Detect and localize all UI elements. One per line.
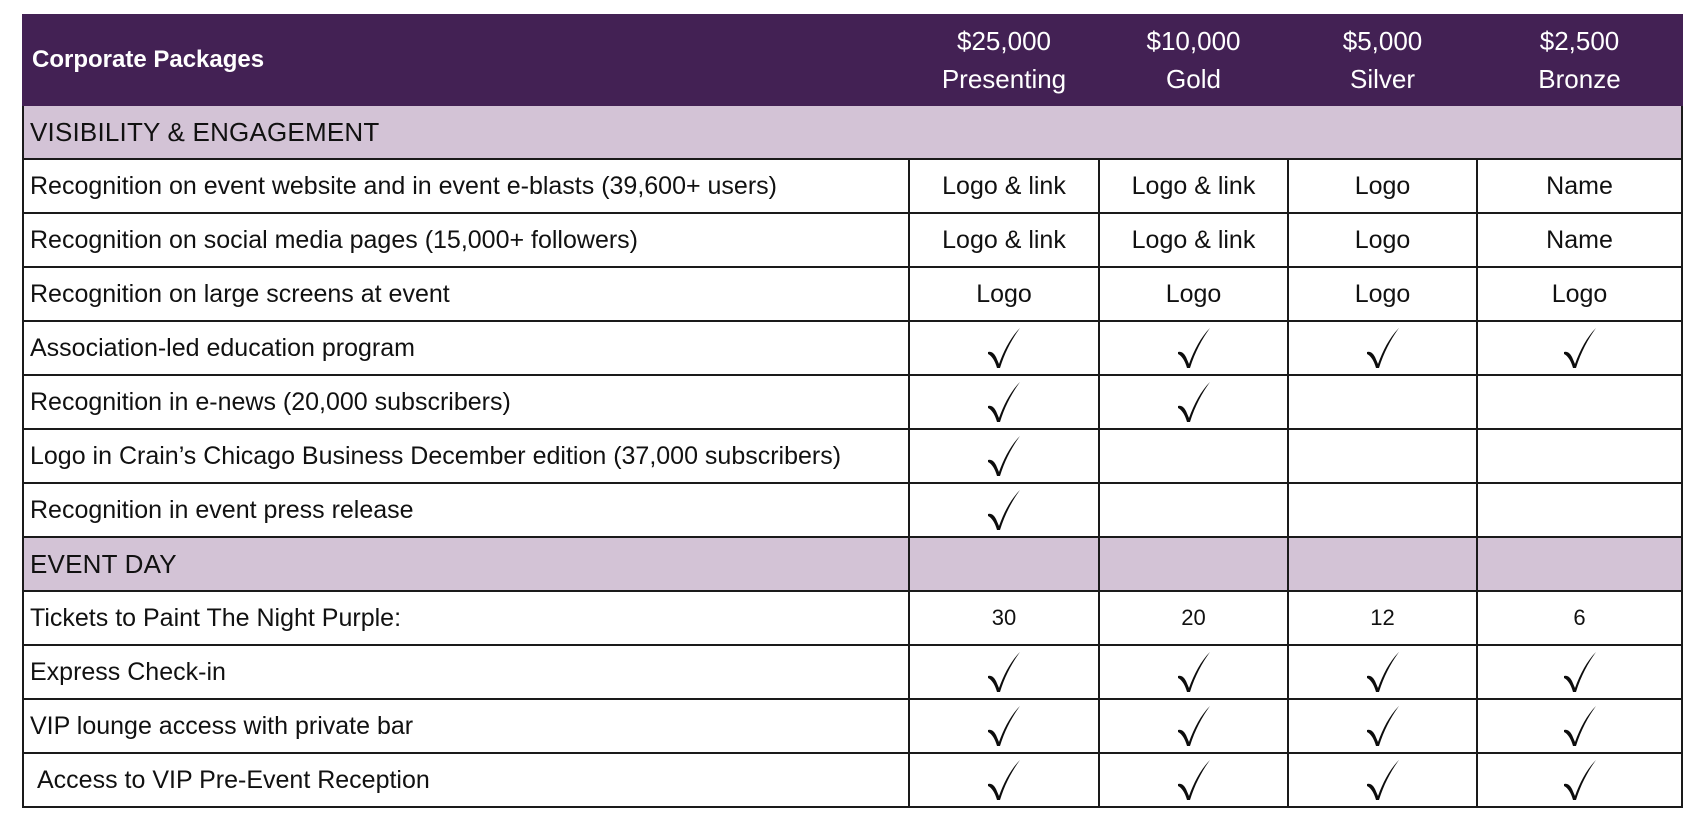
tier-name: Bronze xyxy=(1538,64,1621,94)
check-mark-icon xyxy=(1176,704,1212,748)
check-mark-icon xyxy=(986,434,1022,478)
ticket-count: 30 xyxy=(909,591,1099,645)
tier-value: Name xyxy=(1477,159,1682,213)
check-mark-icon xyxy=(1562,326,1598,370)
table-row xyxy=(23,213,1682,267)
section-label: VISIBILITY & ENGAGEMENT xyxy=(23,105,1682,159)
feature-label: Recognition on large screens at event xyxy=(23,267,909,321)
tier-check-cell xyxy=(1288,753,1477,807)
table-row xyxy=(23,483,1682,537)
feature-label: Access to VIP Pre-Event Reception xyxy=(23,753,909,807)
table-row xyxy=(23,375,1682,429)
check-mark-icon xyxy=(1176,758,1212,802)
tier-check-cell xyxy=(1099,429,1288,483)
tier-check-cell xyxy=(1477,321,1682,375)
tier-value: Logo & link xyxy=(1099,213,1288,267)
section-cell xyxy=(1477,537,1682,591)
tier-check-cell xyxy=(1288,645,1477,699)
tier-check-cell xyxy=(909,753,1099,807)
tier-check-cell xyxy=(1099,321,1288,375)
check-mark-icon xyxy=(986,704,1022,748)
tier-name: Silver xyxy=(1349,64,1415,94)
table-row xyxy=(23,753,1682,807)
check-mark-icon xyxy=(986,326,1022,370)
tier-value: Logo xyxy=(1288,159,1477,213)
tier-gold-header xyxy=(1099,15,1288,105)
tier-check-cell xyxy=(1288,483,1477,537)
tier-value: Logo xyxy=(1477,267,1682,321)
feature-label: Tickets to Paint The Night Purple: xyxy=(23,591,909,645)
tier-name: Presenting xyxy=(941,64,1067,94)
tier-value: Logo xyxy=(1288,213,1477,267)
tier-check-cell xyxy=(1099,483,1288,537)
check-mark-icon xyxy=(986,380,1022,424)
tier-price: $5,000 xyxy=(1342,26,1423,56)
ticket-count: 12 xyxy=(1288,591,1477,645)
tier-presenting-header xyxy=(909,15,1099,105)
tier-check-cell xyxy=(1099,375,1288,429)
tier-check-cell xyxy=(1288,699,1477,753)
check-mark-icon xyxy=(1365,758,1401,802)
tier-bronze-header xyxy=(1477,15,1682,105)
tier-check-cell xyxy=(1099,699,1288,753)
check-mark-icon xyxy=(1176,650,1212,694)
table-row xyxy=(23,429,1682,483)
tier-value: Logo & link xyxy=(909,159,1099,213)
tier-price: $25,000 xyxy=(957,26,1051,56)
table-row xyxy=(23,321,1682,375)
table-row xyxy=(23,699,1682,753)
feature-label: Recognition in e-news (20,000 subscribers) xyxy=(23,375,909,429)
tier-check-cell xyxy=(1099,645,1288,699)
section-cell xyxy=(909,537,1099,591)
tier-price: $2,500 xyxy=(1539,26,1620,56)
tier-check-cell xyxy=(1288,429,1477,483)
check-mark-icon xyxy=(1365,326,1401,370)
feature-label: Recognition on event website and in event e-blasts (39,600+ users) xyxy=(23,159,909,213)
tier-check-cell xyxy=(909,483,1099,537)
feature-label: Association-led education program xyxy=(23,321,909,375)
tier-name: Gold xyxy=(1166,64,1221,94)
tier-check-cell xyxy=(1288,321,1477,375)
feature-label: Recognition in event press release xyxy=(23,483,909,537)
check-mark-icon xyxy=(986,650,1022,694)
tier-check-cell xyxy=(1477,375,1682,429)
tier-check-cell xyxy=(909,321,1099,375)
tier-check-cell xyxy=(909,375,1099,429)
tier-silver-header xyxy=(1288,15,1477,105)
check-mark-icon xyxy=(1365,650,1401,694)
tier-check-cell xyxy=(909,645,1099,699)
tier-check-cell xyxy=(1477,645,1682,699)
check-mark-icon xyxy=(1176,380,1212,424)
check-mark-icon xyxy=(986,758,1022,802)
tier-check-cell xyxy=(1477,753,1682,807)
tier-check-cell xyxy=(1477,699,1682,753)
check-mark-icon xyxy=(986,488,1022,532)
table-row xyxy=(23,645,1682,699)
tier-value: Logo xyxy=(1288,267,1477,321)
feature-label: Recognition on social media pages (15,000+ followers) xyxy=(23,213,909,267)
corporate-packages-table xyxy=(22,14,1683,808)
feature-label: Express Check-in xyxy=(23,645,909,699)
tier-price: $10,000 xyxy=(1146,26,1241,56)
check-mark-icon xyxy=(1365,704,1401,748)
feature-label: Logo in Crain’s Chicago Business December edition (37,000 subscribers) xyxy=(23,429,909,483)
tier-value: Logo xyxy=(1099,267,1288,321)
feature-label: VIP lounge access with private bar xyxy=(23,699,909,753)
tier-value: Logo & link xyxy=(909,213,1099,267)
check-mark-icon xyxy=(1562,650,1598,694)
ticket-count: 20 xyxy=(1099,591,1288,645)
tier-value: Logo xyxy=(909,267,1099,321)
table-title: Corporate Packages xyxy=(23,15,909,105)
table-row xyxy=(23,267,1682,321)
tier-value: Logo & link xyxy=(1099,159,1288,213)
check-mark-icon xyxy=(1176,326,1212,370)
ticket-count: 6 xyxy=(1477,591,1682,645)
tier-check-cell xyxy=(909,429,1099,483)
check-mark-icon xyxy=(1562,704,1598,748)
header-row xyxy=(23,15,1682,105)
section-row-visibility xyxy=(23,105,1682,159)
check-mark-icon xyxy=(1562,758,1598,802)
tier-check-cell xyxy=(1099,753,1288,807)
tier-check-cell xyxy=(1288,375,1477,429)
tier-check-cell xyxy=(1477,429,1682,483)
tier-check-cell xyxy=(1477,483,1682,537)
tier-check-cell xyxy=(909,699,1099,753)
section-cell xyxy=(1099,537,1288,591)
tier-value: Name xyxy=(1477,213,1682,267)
section-label: EVENT DAY xyxy=(23,537,909,591)
table-row xyxy=(23,591,1682,645)
section-cell xyxy=(1288,537,1477,591)
table-row xyxy=(23,159,1682,213)
section-row-event-day xyxy=(23,537,1682,591)
